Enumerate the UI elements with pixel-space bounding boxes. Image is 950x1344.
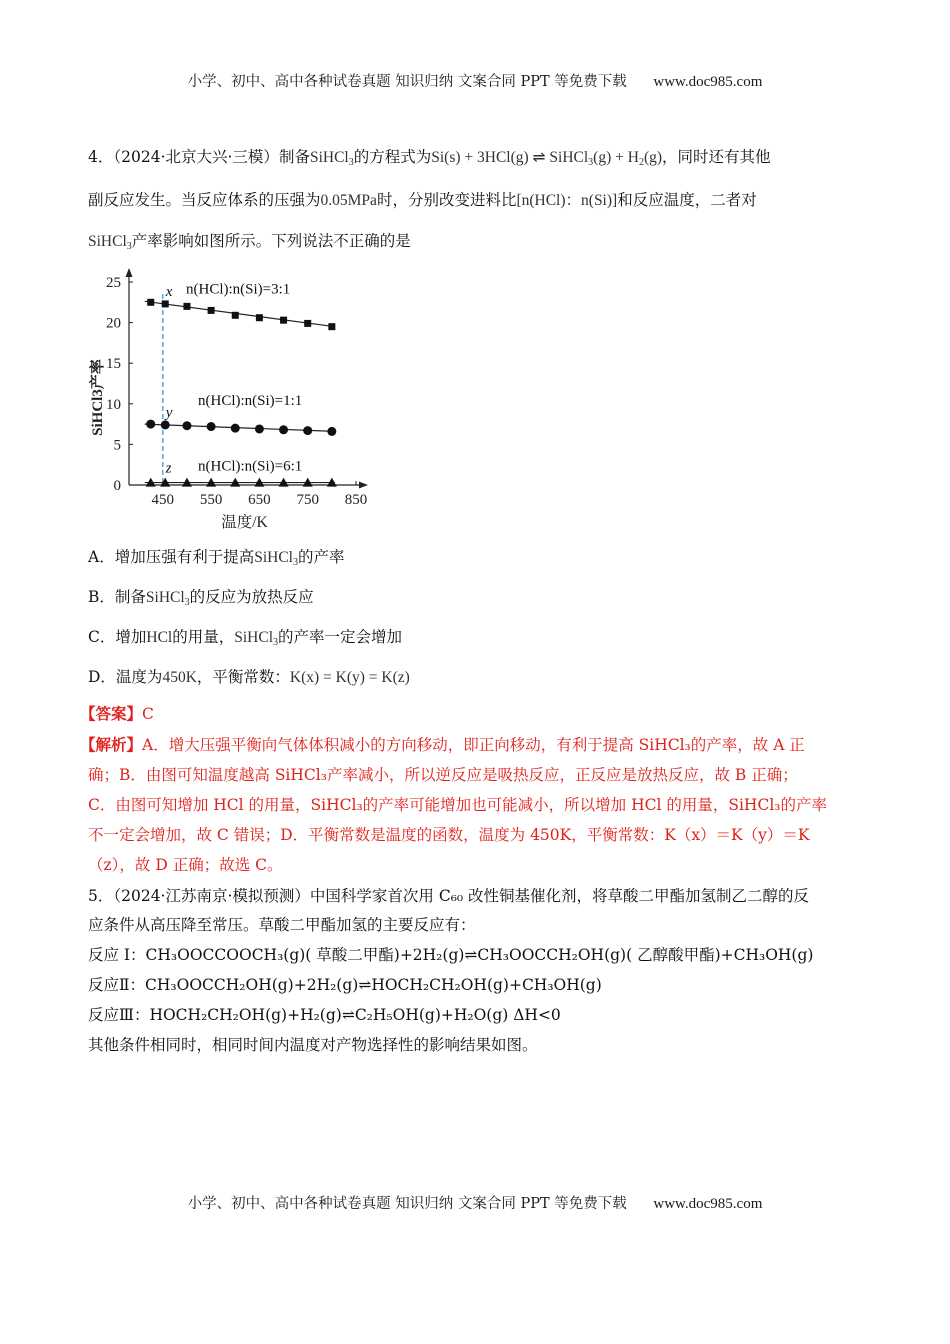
formula-sihcl3: SiHCl$_3$ [309, 149, 354, 168]
option-c-text: 的产率一定会增加 [278, 628, 403, 646]
q4-ratio: [n(HCl)：n(Si)] [516, 192, 618, 209]
y-axis-arrow [126, 268, 133, 277]
answer-value: C [142, 705, 154, 723]
q5-reaction1: 反应 Ⅰ：CH₃OOCCOOCH₃(g)( 草酸二甲酯)+2H₂(g)⇌CH₃OOCCH₂OH(g)( 乙醇酸甲酯)+CH₃OH(g) [88, 946, 814, 964]
formula-hcl: HCl [146, 629, 173, 646]
q4-pressure: 0.05MPa [320, 192, 377, 209]
q4-text: 副反应发生。当反应体系的压强为 [88, 191, 321, 209]
option-d-temp: 450K [162, 669, 197, 686]
chart-labels [88, 275, 367, 531]
q4-text: 的方程式为 [353, 148, 432, 166]
q5-reaction3: 反应Ⅲ：HOCH₂CH₂OH(g)+H₂(g)⇌C₂H₅OH(g)+H₂O(g) ΔH<0 [88, 1006, 561, 1024]
footer-url[interactable]: www.doc985.com [653, 1196, 763, 1212]
option-c[interactable] [88, 626, 868, 654]
point-label: z [165, 460, 172, 477]
series-name: n(HCl):n(Si)=6:1 [198, 458, 303, 475]
option-d-text: D．温度为 [88, 668, 163, 686]
option-b[interactable] [88, 586, 868, 614]
circle-marker [231, 424, 240, 433]
x-tick-label: 650 [248, 492, 271, 508]
q4-text: 和反应温度，二者对 [617, 191, 757, 209]
q4-text: 产率影响如图所示。下列说法不正确的是 [131, 232, 411, 250]
circle-marker [327, 427, 336, 436]
option-d[interactable] [88, 666, 868, 689]
circle-marker [182, 421, 191, 430]
circle-marker [279, 425, 288, 434]
header-url[interactable]: www.doc985.com [653, 74, 763, 90]
q4-line2 [88, 189, 868, 212]
square-marker [183, 303, 190, 310]
option-c-text: 的用量， [172, 628, 235, 646]
y-tick-label: 20 [106, 315, 121, 332]
x-axis-label: 温度/K [221, 514, 268, 531]
q4-source: （2024·北京大兴·三模） [113, 148, 279, 166]
x-tick-label: 450 [151, 492, 175, 508]
q5-reaction2: 反应Ⅱ：CH₃OOCCH₂OH(g)+2H₂(g)⇌HOCH₂CH₂OH(g)+CH₃OH(g) [88, 976, 602, 994]
q4-text: 制备 [278, 148, 310, 166]
q4-number: 4． [88, 148, 114, 166]
x-axis-arrow [359, 482, 368, 489]
formula-sihcl3: SiHCl$_3$ [88, 233, 132, 252]
series-name: n(HCl):n(Si)=1:1 [198, 393, 303, 410]
circle-marker [161, 420, 170, 429]
point-label: x [165, 283, 173, 300]
x-tick-label: 550 [199, 492, 223, 508]
option-c-text: C．增加 [88, 628, 147, 646]
q4-text: ，同时还有其他 [662, 148, 771, 166]
q4-text: 时，分别改变进料比 [376, 191, 517, 209]
square-marker [162, 300, 169, 307]
q5-line-end: 其他条件相同时，相同时间内温度对产物选择性的影响结果如图。 [88, 1036, 538, 1054]
circle-marker [207, 422, 216, 431]
page-footer [0, 1192, 950, 1213]
analysis-line3: C．由图可知增加 HCl 的用量，SiHCl₃的产率可能增加也可能减小，所以增加 HCl 的用量，SiHCl₃的产率 [88, 796, 827, 814]
answer-label: 【答案】 [80, 704, 143, 723]
square-marker [147, 299, 154, 306]
q4-line1 [88, 146, 868, 174]
circle-marker [146, 420, 155, 429]
x-tick-label: 850 [344, 492, 368, 508]
answer [80, 703, 860, 725]
series-name: n(HCl):n(Si)=3:1 [186, 281, 291, 298]
point-label: y [165, 404, 173, 421]
circle-marker [303, 426, 312, 435]
option-b-text: B．制备 [88, 588, 146, 606]
option-d-equation: K(x) = K(y) = K(z) [289, 669, 410, 686]
header-text: 小学、初中、高中各种试卷真题 知识归纳 文案合同 PPT 等免费下载 [187, 74, 627, 90]
formula-sihcl3: SiHCl$_3$ [254, 549, 298, 568]
square-marker [208, 307, 215, 314]
page-header [0, 70, 950, 91]
analysis-label: 【解析】 [80, 735, 143, 754]
y-tick-label: 15 [106, 356, 121, 373]
option-a-text: 的产率 [297, 548, 345, 566]
option-d-text: ，平衡常数： [196, 668, 290, 686]
analysis-line4: 不一定会增加，故 C 错误；D．平衡常数是温度的函数，温度为 450K，平衡常数：K（x）＝K（y）＝K [88, 826, 810, 844]
square-marker [256, 314, 263, 321]
square-marker [328, 323, 335, 330]
square-marker [280, 317, 287, 324]
q5-line1: 5．（2024·江苏南京·模拟预测）中国科学家首次用 C₆₀ 改性铜基催化剂，将草酸二甲酯加氢制乙二醇的反 [88, 887, 810, 905]
formula-sihcl3: SiHCl$_3$ [234, 629, 278, 648]
square-marker [304, 320, 311, 327]
y-tick-label: 10 [106, 396, 121, 413]
analysis-line1 [80, 734, 860, 756]
q5-line2: 应条件从高压降至常压。草酸二甲酯加氢的主要反应有： [88, 916, 476, 934]
footer-text: 小学、初中、高中各种试卷真题 知识归纳 文案合同 PPT 等免费下载 [187, 1196, 627, 1212]
analysis-line5: （z），故 D 正确；故选 C。 [88, 856, 283, 874]
circle-marker [255, 424, 264, 433]
option-a-text: A．增加压强有利于提高 [88, 548, 255, 566]
q4-equation: Si(s) + 3HCl(g) ⇌ SiHCl$_3$(g) + $H_2(g)$ [431, 149, 663, 168]
y-tick-label: 25 [106, 275, 121, 291]
analysis-text: A．增大压强平衡向气体体积减小的方向移动，即正向移动，有利于提高 SiHCl₃的产率，故 A 正 [142, 736, 805, 754]
q4-line3 [88, 230, 868, 258]
x-tick-label: 750 [296, 492, 319, 508]
square-marker [232, 312, 239, 319]
analysis-line2: 确；B．由图可知温度越高 SiHCl₃产率减小，所以逆反应是吸热反应，正反应是放热反应，故 B 正确； [88, 766, 798, 784]
y-tick-label: 0 [113, 478, 121, 494]
y-tick-label: 5 [113, 437, 121, 454]
option-b-text: 的反应为放热反应 [189, 588, 314, 606]
yield-chart [86, 268, 376, 536]
y-axis-label: SiHCl3产率 [90, 359, 106, 436]
formula-sihcl3: SiHCl$_3$ [145, 589, 190, 608]
option-a[interactable] [88, 546, 868, 574]
